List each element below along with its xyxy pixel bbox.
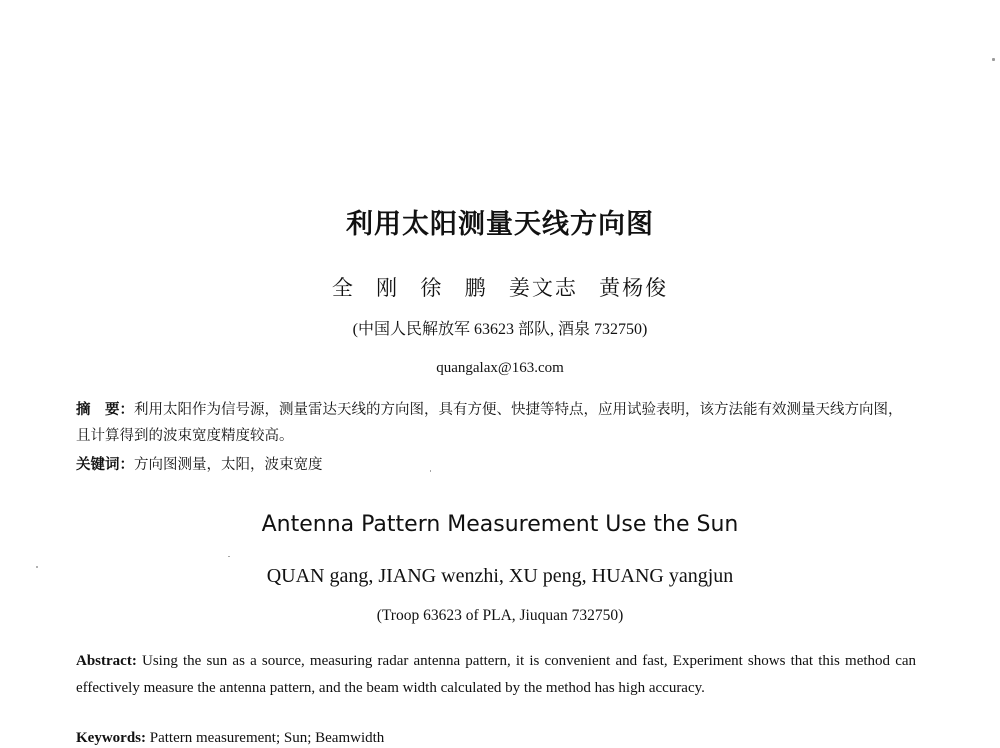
english-keywords-text: Pattern measurement; Sun; Beamwidth [149,730,385,746]
scan-speck [992,58,995,61]
scan-speck [228,556,230,557]
chinese-abstract-label: 摘 要： [76,402,134,418]
chinese-abstract-text: 利用太阳作为信号源，测量雷达天线的方向图，具有方便、快捷等特点，应用试验表明，该方法能有效测量天线方向图，且计算得到的波束宽度精度较高。 [76,402,903,444]
chinese-affiliation: (中国人民解放军 63623 部队, 酒泉 732750) [352,321,648,338]
chinese-keywords-label: 关键词： [76,457,134,473]
english-title: Antenna Pattern Measurement Use the Sun [261,512,739,537]
english-authors: QUAN gang, JIANG wenzhi, XU peng, HUANG yangjun [266,565,734,587]
english-abstract-label: Abstract: [76,653,137,669]
english-affiliation: (Troop 63623 of PLA, Jiuquan 732750) [376,607,624,624]
chinese-keywords-text: 方向图测量，太阳，波束宽度 [134,457,323,473]
chinese-keywords [76,453,916,474]
english-keywords-label: Keywords: [76,730,146,746]
english-keywords [76,730,916,747]
chinese-authors: 全 刚 徐 鹏 姜文志 黄杨俊 [331,276,669,300]
author-email: quangalax@163.com [436,360,564,376]
scan-speck [36,566,38,568]
chinese-title: 利用太阳测量天线方向图 [346,209,654,240]
english-abstract-text: Using the sun as a source, measuring radar antenna pattern, it is convenient and fast, Experiment shows that this method can effectively measure the antenna pattern, and the beam width calculated by the method has high accuracy. [76,653,917,696]
chinese-abstract [76,397,916,449]
english-abstract [76,648,916,702]
scan-speck [430,470,431,472]
